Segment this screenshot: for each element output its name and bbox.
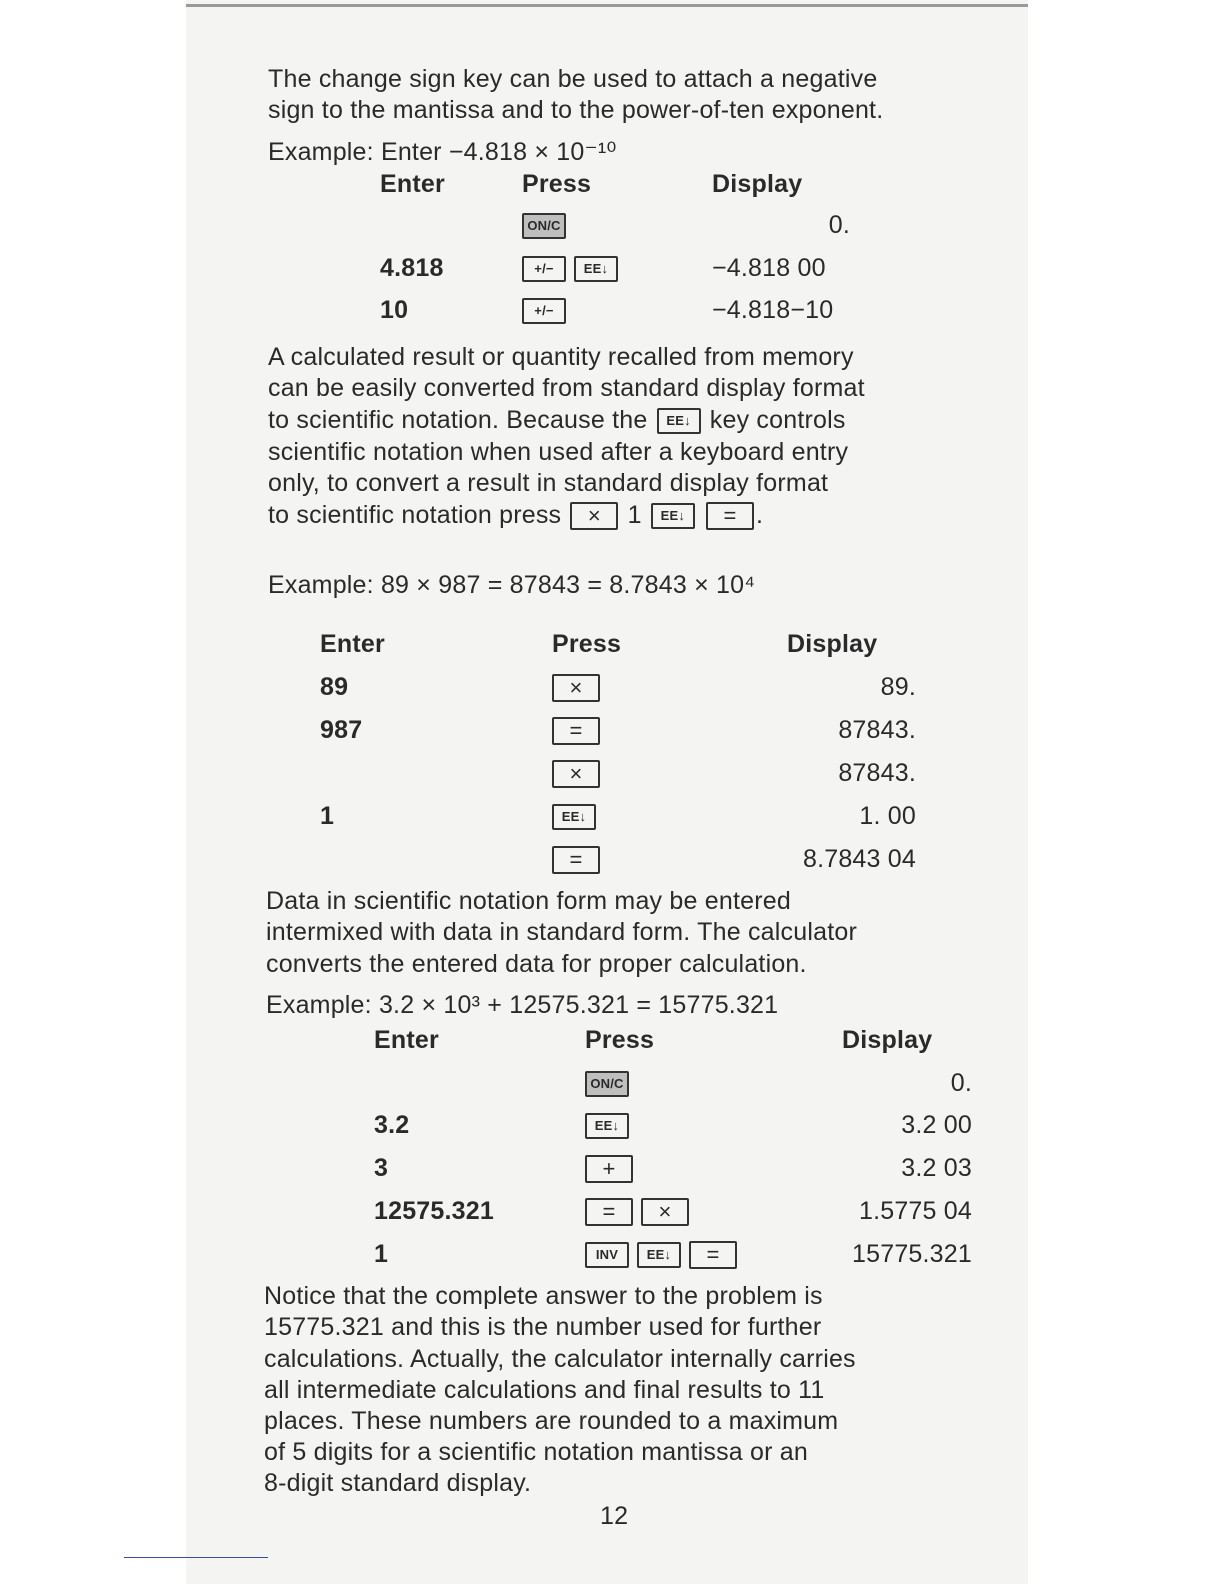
inv-key: INV [585,1242,629,1268]
example-2-row-3-display: 87843. [838,759,916,787]
footnote-rule [124,1557,268,1558]
example-3-title: Example: 3.2 × 10³ + 12575.321 = 15775.321 [266,991,779,1019]
plus-key: + [585,1155,633,1183]
equals-key: = [689,1241,737,1269]
top-rule [186,4,1028,7]
example-2-row-4-display: 1. 00 [859,802,916,830]
ee-key: EE↓ [651,503,695,529]
page-number: 12 [600,1502,629,1530]
equals-key: = [706,502,754,530]
example-2-row-4-enter: 1 [320,802,335,830]
example-3-row-2-display: 3.2 00 [901,1111,972,1139]
para-4-line-3: calculations. Actually, the calculator internally carries [264,1345,856,1373]
example-1-row-2-press [522,252,626,284]
ee-key: EE↓ [657,408,701,434]
para-2-line-4: scientific notation when used after a keyboard entry [268,438,849,466]
example-3-row-5-display: 15775.321 [852,1240,972,1268]
multiply-key: × [570,502,618,530]
example-1-row-2-enter: 4.818 [380,254,444,282]
example-1-row-1-display: 0. [828,211,850,239]
ee-key: EE↓ [574,256,618,282]
example-3-row-3-press [585,1152,641,1184]
example-2-row-1-enter: 89 [320,673,349,701]
example-2-row-5-display: 8.7843 04 [802,845,916,873]
example-1-row-3-press [522,294,574,326]
equals-key: = [585,1198,633,1226]
equals-key: = [552,846,600,874]
para-4-line-7: 8-digit standard display. [264,1469,532,1497]
example-2-row-1-press [552,671,608,703]
para-4-line-6: of 5 digits for a scientific notation mantissa or an [264,1438,809,1466]
example-2-row-2-press [552,714,608,746]
example-3-row-2-enter: 3.2 [374,1111,410,1139]
multiply-key: × [552,760,600,788]
para-2-line-3: to scientific notation. Because the EE↓ key controls [268,406,846,434]
example-3-row-4-press [585,1195,697,1227]
example-3-row-3-enter: 3 [374,1154,389,1182]
para-2-line-6: to scientific notation press × 1 EE↓ = . [268,501,764,529]
ee-key: EE↓ [552,804,596,830]
example-1-row-1-press [522,209,574,241]
example-1-enter-header: Enter [380,170,445,198]
example-2-row-5-press [552,843,608,875]
example-2-row-4-press [552,800,604,832]
example-3-display-header: Display [842,1026,933,1054]
example-2-enter-header: Enter [320,630,385,658]
para-2-line-5: only, to convert a result in standard display format [268,469,829,497]
para-4-line-4: all intermediate calculations and final results to 11 [264,1376,825,1404]
para-3-line-1: Data in scientific notation form may be entered [266,887,791,915]
example-3-row-5-enter: 1 [374,1240,389,1268]
example-1-row-3-display: −4.818−10 [712,296,834,324]
example-1-row-3-enter: 10 [380,296,409,324]
para-2-line-2: can be easily converted from standard display format [268,374,865,402]
multiply-key: × [641,1198,689,1226]
example-3-row-1-press [585,1067,637,1099]
ee-key: EE↓ [585,1113,629,1139]
change-sign-key: +/− [522,298,566,324]
example-3-enter-header: Enter [374,1026,439,1054]
example-3-row-2-press [585,1109,637,1141]
example-2-row-2-enter: 987 [320,716,363,744]
ee-key: EE↓ [637,1242,681,1268]
example-2-row-1-display: 89. [880,673,916,701]
example-2-row-2-display: 87843. [838,716,916,744]
para-4-line-1: Notice that the complete answer to the problem is [264,1282,823,1310]
intro-line-1: The change sign key can be used to attach a negative [268,65,878,93]
example-3-row-4-display: 1.5775 04 [858,1197,972,1225]
example-2-display-header: Display [787,630,878,658]
on-c-key: ON/C [522,213,566,239]
para-4-line-5: places. These numbers are rounded to a maximum [264,1407,839,1435]
multiply-key: × [552,674,600,702]
para-3-line-2: intermixed with data in standard form. The calculator [266,918,857,946]
example-1-display-header: Display [712,170,803,198]
equals-key: = [552,717,600,745]
para-4-line-2: 15775.321 and this is the number used for further [264,1313,822,1341]
example-1-press-header: Press [522,170,592,198]
example-2-title: Example: 89 × 987 = 87843 = 8.7843 × 10⁴ [268,571,756,599]
example-1-row-2-display: −4.818 00 [712,254,826,282]
example-3-row-5-press [585,1238,745,1270]
example-1-title: Example: Enter −4.818 × 10⁻¹⁰ [268,138,617,166]
para-3-line-3: converts the entered data for proper calculation. [266,950,807,978]
example-3-row-1-display: 0. [950,1069,972,1097]
intro-line-2: sign to the mantissa and to the power-of-ten exponent. [268,96,884,124]
para-2-line-1: A calculated result or quantity recalled from memory [268,343,854,371]
example-2-row-3-press [552,757,608,789]
change-sign-key: +/− [522,256,566,282]
on-c-key: ON/C [585,1071,629,1097]
example-3-row-4-enter: 12575.321 [374,1197,494,1225]
example-2-press-header: Press [552,630,622,658]
example-3-row-3-display: 3.2 03 [901,1154,972,1182]
example-3-press-header: Press [585,1026,655,1054]
